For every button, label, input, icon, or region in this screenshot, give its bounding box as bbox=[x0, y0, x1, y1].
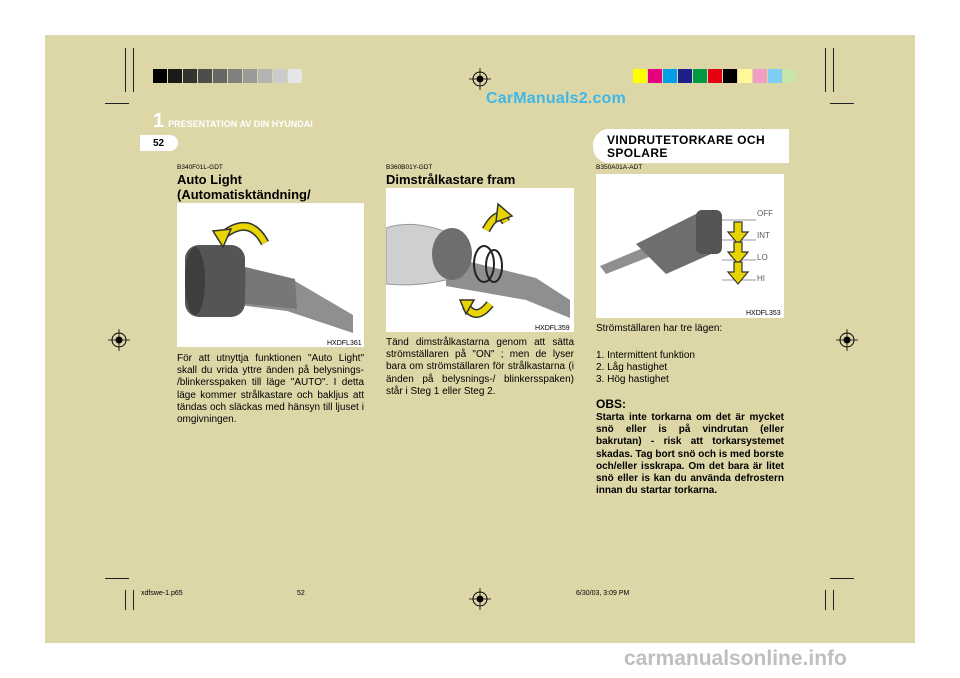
color-swatch bbox=[273, 69, 287, 83]
body-paragraph: För att utnyttja funktionen "Auto Light" skall du vrida yttre änden på belysnings- /blinkersspaken till läge "AUTO". I detta läge kommer strålkastare och bakljus att tändas och släckas med hänsyn till ljuset i omgivningen. bbox=[177, 353, 364, 426]
lever-label-off: OFF bbox=[757, 209, 773, 218]
watermark-bottom[interactable]: carmanualsonline.info bbox=[624, 647, 847, 670]
section-code: B360B01Y-GDT bbox=[386, 164, 433, 171]
body-paragraph: Tänd dimstrålkastarna genom att sätta strömställaren på "ON" ; men de lyser bara om strömställaren för strålkastarna (i änden på belysnings-/ blinkersspaken) står i Steg 1 eller Steg 2. bbox=[386, 337, 574, 397]
color-swatch bbox=[183, 69, 197, 83]
color-swatch bbox=[198, 69, 212, 83]
intro-text: Strömställaren har tre lägen: bbox=[596, 323, 723, 334]
page-number: 52 bbox=[153, 138, 165, 149]
crop-mark bbox=[133, 48, 134, 92]
chapter-number: 1 bbox=[153, 110, 165, 132]
section-title: VINDRUTETORKARE OCH SPOLARE bbox=[607, 133, 766, 160]
color-swatch bbox=[693, 69, 707, 83]
color-swatch bbox=[783, 69, 797, 83]
crop-mark bbox=[830, 578, 854, 579]
crop-mark bbox=[105, 578, 129, 579]
crop-mark bbox=[125, 590, 126, 610]
lever-label-lo: LO bbox=[757, 253, 768, 262]
color-swatch bbox=[753, 69, 767, 83]
list-item: 1. Intermittent funktion bbox=[596, 350, 695, 361]
chapter-header bbox=[153, 110, 313, 133]
fog-light-illustration bbox=[386, 188, 574, 332]
color-swatch bbox=[243, 69, 257, 83]
registration-mark-icon bbox=[469, 588, 491, 610]
section-code: B350A01A-ADT bbox=[596, 164, 643, 171]
color-swatch bbox=[213, 69, 227, 83]
color-swatch bbox=[648, 69, 662, 83]
color-swatch bbox=[678, 69, 692, 83]
obs-text: Starta inte torkarna om det är mycket snö eller is på vindrutan (eller bakrutan) - risk att torkarsystemet skadas. Tag bort snö och is med borste och/eller isskrapa. Om det bara är litet snö eller is kan du använda defrostern innan du startar torkarna. bbox=[596, 412, 784, 497]
crop-mark bbox=[833, 48, 834, 92]
wiper-switch-lever-icon bbox=[596, 174, 784, 318]
crop-mark bbox=[830, 103, 854, 104]
registration-mark-icon bbox=[469, 68, 491, 90]
wiper-illustration bbox=[596, 174, 784, 318]
crop-mark bbox=[825, 48, 826, 92]
color-swatch bbox=[153, 69, 167, 83]
list-item: 2. Låg hastighet bbox=[596, 362, 668, 373]
crop-mark bbox=[105, 103, 129, 104]
registration-mark-icon bbox=[836, 329, 858, 351]
color-swatch bbox=[738, 69, 752, 83]
footer-date: 6/30/03, 3:09 PM bbox=[576, 590, 630, 597]
color-swatch bbox=[228, 69, 242, 83]
section-code: B340F01L-GDT bbox=[177, 164, 223, 171]
crop-mark bbox=[133, 590, 134, 610]
light-switch-lever-icon bbox=[177, 203, 364, 347]
figure-code: HXDFL353 bbox=[746, 310, 781, 317]
obs-title: OBS: bbox=[596, 397, 626, 411]
color-swatch bbox=[168, 69, 182, 83]
footer-file: xdfswe-1.p65 bbox=[141, 590, 183, 597]
crop-mark bbox=[833, 590, 834, 610]
color-swatch bbox=[708, 69, 722, 83]
lever-label-hi: HI bbox=[757, 274, 765, 283]
color-swatch bbox=[768, 69, 782, 83]
color-swatch bbox=[288, 69, 302, 83]
watermark-top[interactable]: CarManuals2.com bbox=[486, 90, 626, 107]
color-swatch bbox=[723, 69, 737, 83]
registration-mark-icon bbox=[108, 329, 130, 351]
section-heading: Auto Light (Automatisktändning/ bbox=[177, 172, 311, 202]
color-swatch bbox=[633, 69, 647, 83]
crop-mark bbox=[125, 48, 126, 92]
chapter-title: PRESENTATION AV DIN HYUNDAI bbox=[168, 119, 313, 129]
lever-label-int: INT bbox=[757, 231, 770, 240]
color-swatches bbox=[633, 69, 798, 83]
figure-code: HXDFL359 bbox=[535, 325, 570, 332]
footer-page: 52 bbox=[297, 590, 305, 597]
fog-light-switch-icon bbox=[386, 188, 574, 332]
list-item: 3. Hög hastighet bbox=[596, 374, 669, 385]
auto-light-illustration bbox=[177, 203, 364, 347]
grayscale-swatches bbox=[153, 69, 303, 83]
crop-mark bbox=[825, 590, 826, 610]
color-swatch bbox=[663, 69, 677, 83]
section-heading: Dimstrålkastare fram bbox=[386, 172, 516, 187]
color-swatch bbox=[258, 69, 272, 83]
figure-code: HXDFL361 bbox=[327, 340, 362, 347]
